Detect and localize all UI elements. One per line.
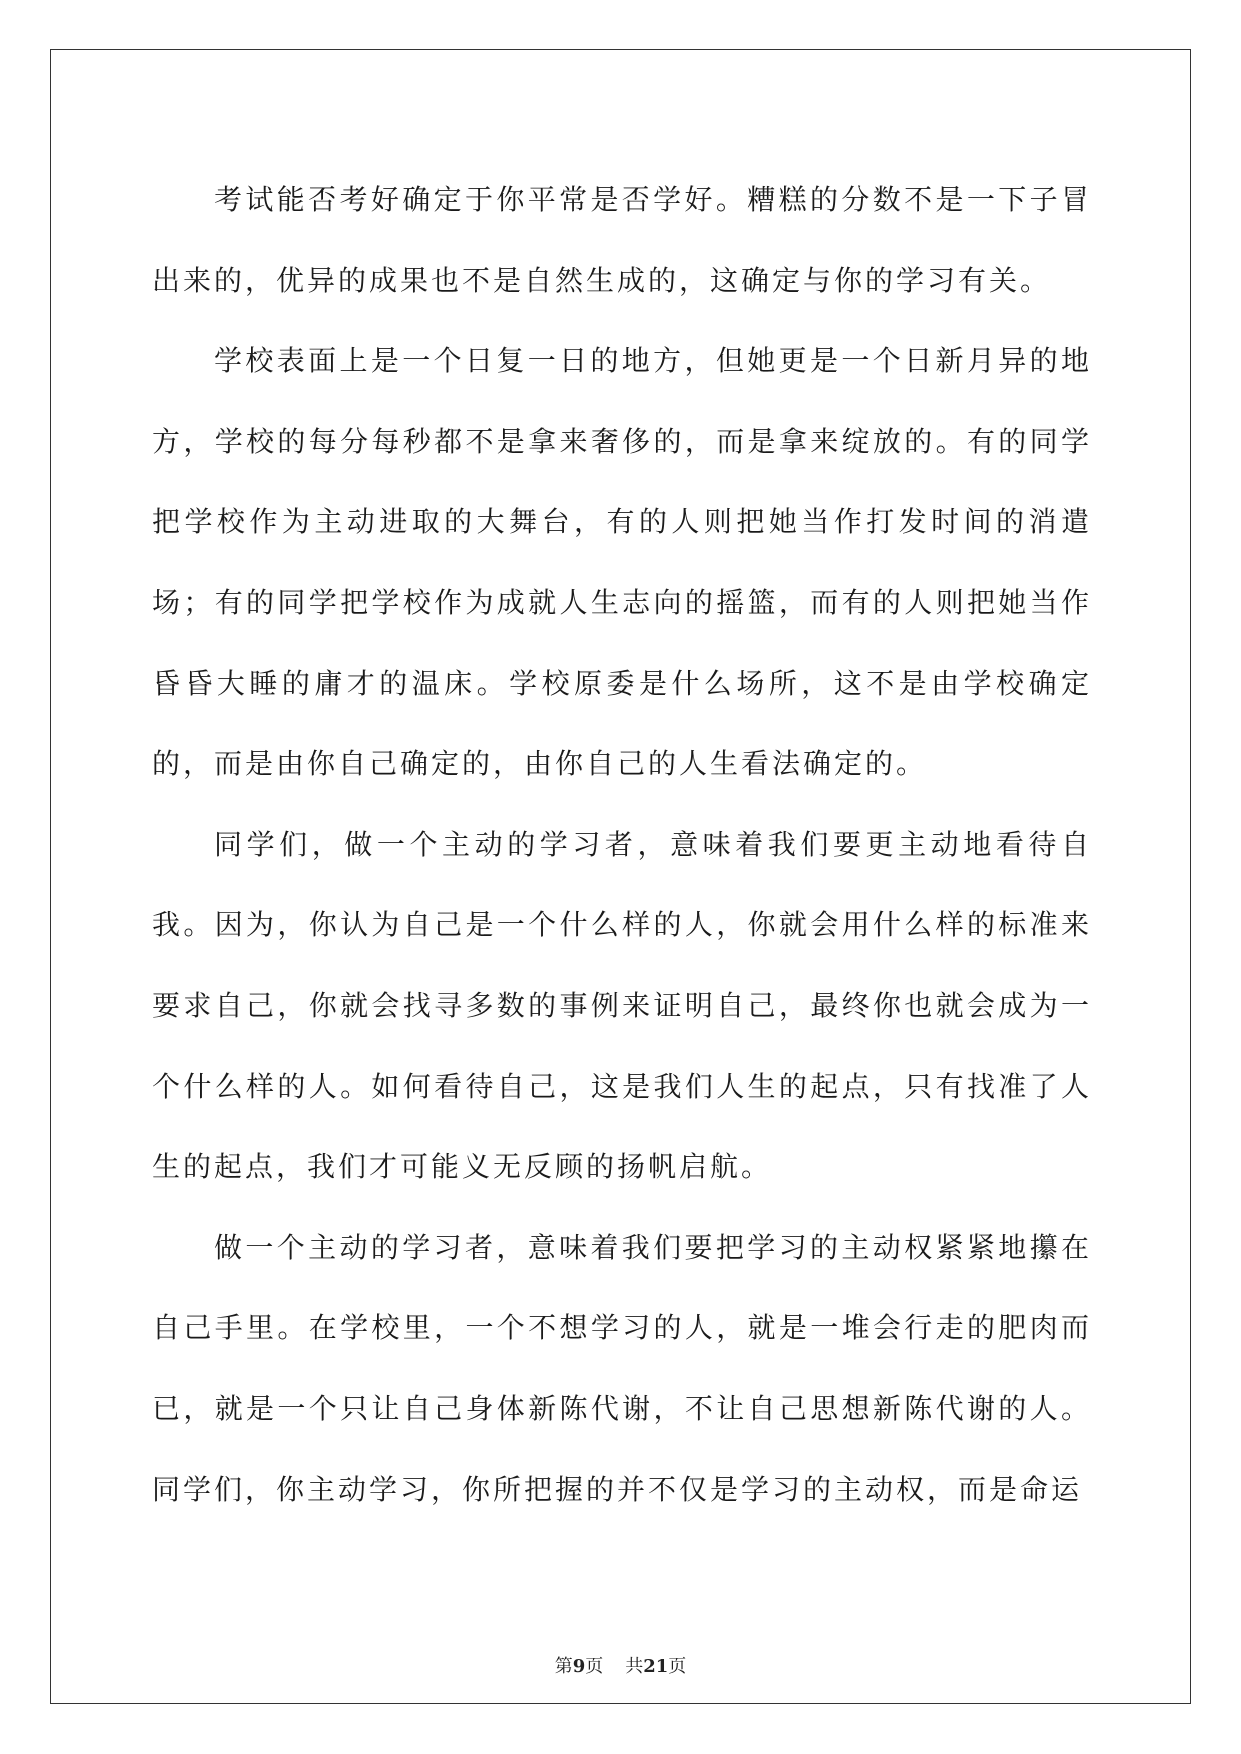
paragraph-1: 考试能否考好确定于你平常是否学好。糟糕的分数不是一下子冒出来的，优异的成果也不是自然生成的，这确定与你的学习有关。 (152, 183, 1092, 297)
paragraph-3: 同学们，做一个主动的学习者，意味着我们要更主动地看待自我。因为，你认为自己是一个什么样的人，你就会用什么样的标准来要求自己，你就会找寻多数的事例来证明自己，最终你也就会成为一个什么样的人。如何看待自己，这是我们人生的起点，只有找准了人生的起点，我们才可能义无反顾的扬帆启航。 (152, 827, 1092, 1184)
footer-total-pages: 21 (643, 1656, 669, 1677)
document-body (152, 160, 1092, 1530)
footer-total-prefix: 共 (625, 1656, 644, 1677)
footer-page-suffix: 页 (585, 1656, 604, 1677)
page-footer (0, 1655, 1241, 1679)
footer-prefix: 第 (554, 1656, 573, 1677)
footer-page-number: 9 (572, 1656, 586, 1677)
paragraph-2: 学校表面上是一个日复一日的地方，但她更是一个日新月异的地方，学校的每分每秒都不是拿来奢侈的，而是拿来绽放的。有的同学把学校作为主动进取的大舞台，有的人则把她当作打发时间的消遣场；有的同学把学校作为成就人生志向的摇篮，而有的人则把她当作昏昏大睡的庸才的温床。学校原委是什么场所，这不是由学校确定的，而是由你自己确定的，由你自己的人生看法确定的。 (152, 344, 1092, 781)
footer-total-suffix: 页 (668, 1656, 687, 1677)
paragraph-4: 做一个主动的学习者，意味着我们要把学习的主动权紧紧地攥在自己手里。在学校里，一个不想学习的人，就是一堆会行走的肥肉而已，就是一个只让自己身体新陈代谢，不让自己思想新陈代谢的人。同学们，你主动学习，你所把握的并不仅是学习的主动权，而是命运 (152, 1230, 1092, 1506)
